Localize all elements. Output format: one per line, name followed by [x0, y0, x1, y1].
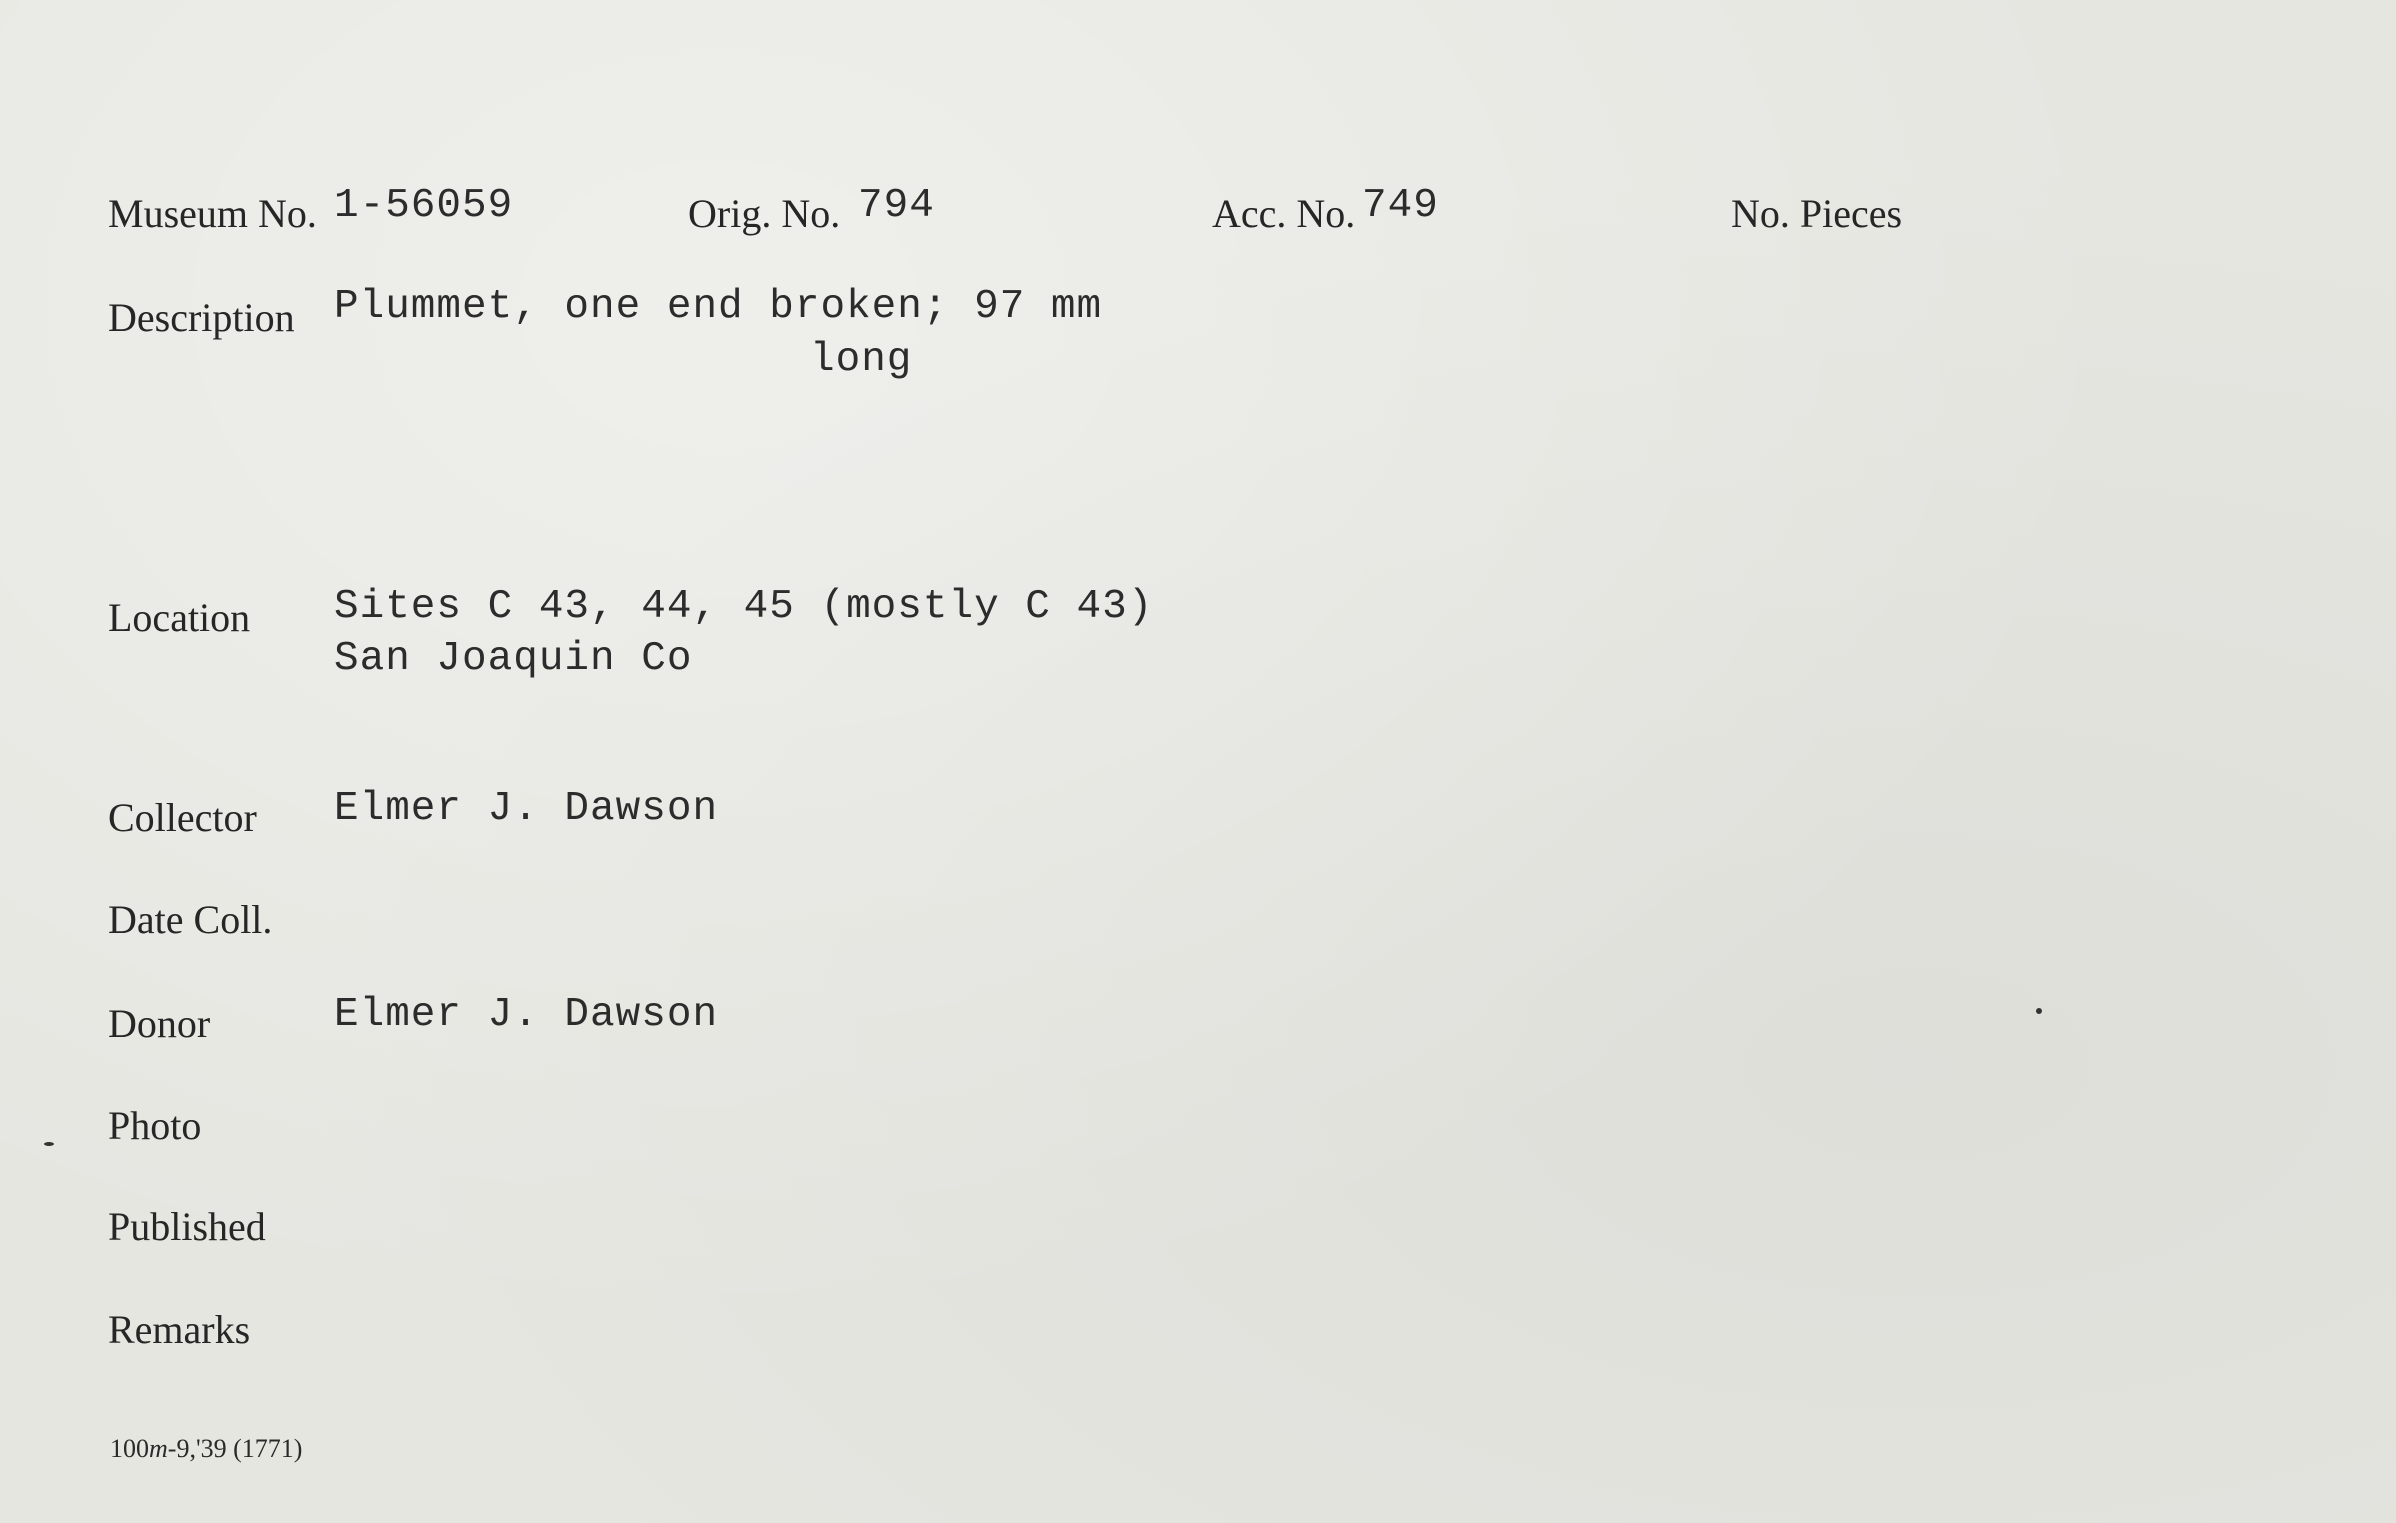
- no-pieces-label: No. Pieces: [1731, 191, 1903, 236]
- museum-no-label: Museum No.: [108, 191, 317, 236]
- description-label: Description: [108, 295, 295, 340]
- acc-no-label: Acc. No.: [1212, 191, 1356, 236]
- description-line-1: Plummet, one end broken; 97 mm: [334, 284, 1103, 330]
- print-code-italic: m: [149, 1434, 168, 1463]
- collector-label: Collector: [108, 795, 257, 840]
- location-line-1: Sites C 43, 44, 45 (mostly C 43): [334, 584, 1154, 630]
- museum-no-value: 1-56059: [334, 183, 514, 229]
- ink-speck: [2036, 1008, 2042, 1014]
- description-line-2: long: [810, 337, 913, 383]
- location-label: Location: [108, 595, 251, 640]
- print-code-prefix: 100: [110, 1434, 149, 1463]
- location-line-2: San Joaquin Co: [334, 636, 693, 682]
- date-coll-label: Date Coll.: [108, 897, 273, 942]
- orig-no-value: 794: [858, 183, 935, 229]
- print-code: [110, 1434, 302, 1464]
- donor-label: Donor: [108, 1001, 211, 1046]
- collector-value: Elmer J. Dawson: [334, 786, 719, 832]
- ink-speck: [44, 1142, 54, 1146]
- print-code-suffix: -9,'39 (1771): [167, 1434, 303, 1463]
- orig-no-label: Orig. No.: [688, 191, 841, 236]
- photo-label: Photo: [108, 1103, 202, 1148]
- acc-no-value: 749: [1362, 183, 1439, 229]
- published-label: Published: [108, 1204, 266, 1249]
- remarks-label: Remarks: [108, 1307, 251, 1352]
- donor-value: Elmer J. Dawson: [334, 992, 719, 1038]
